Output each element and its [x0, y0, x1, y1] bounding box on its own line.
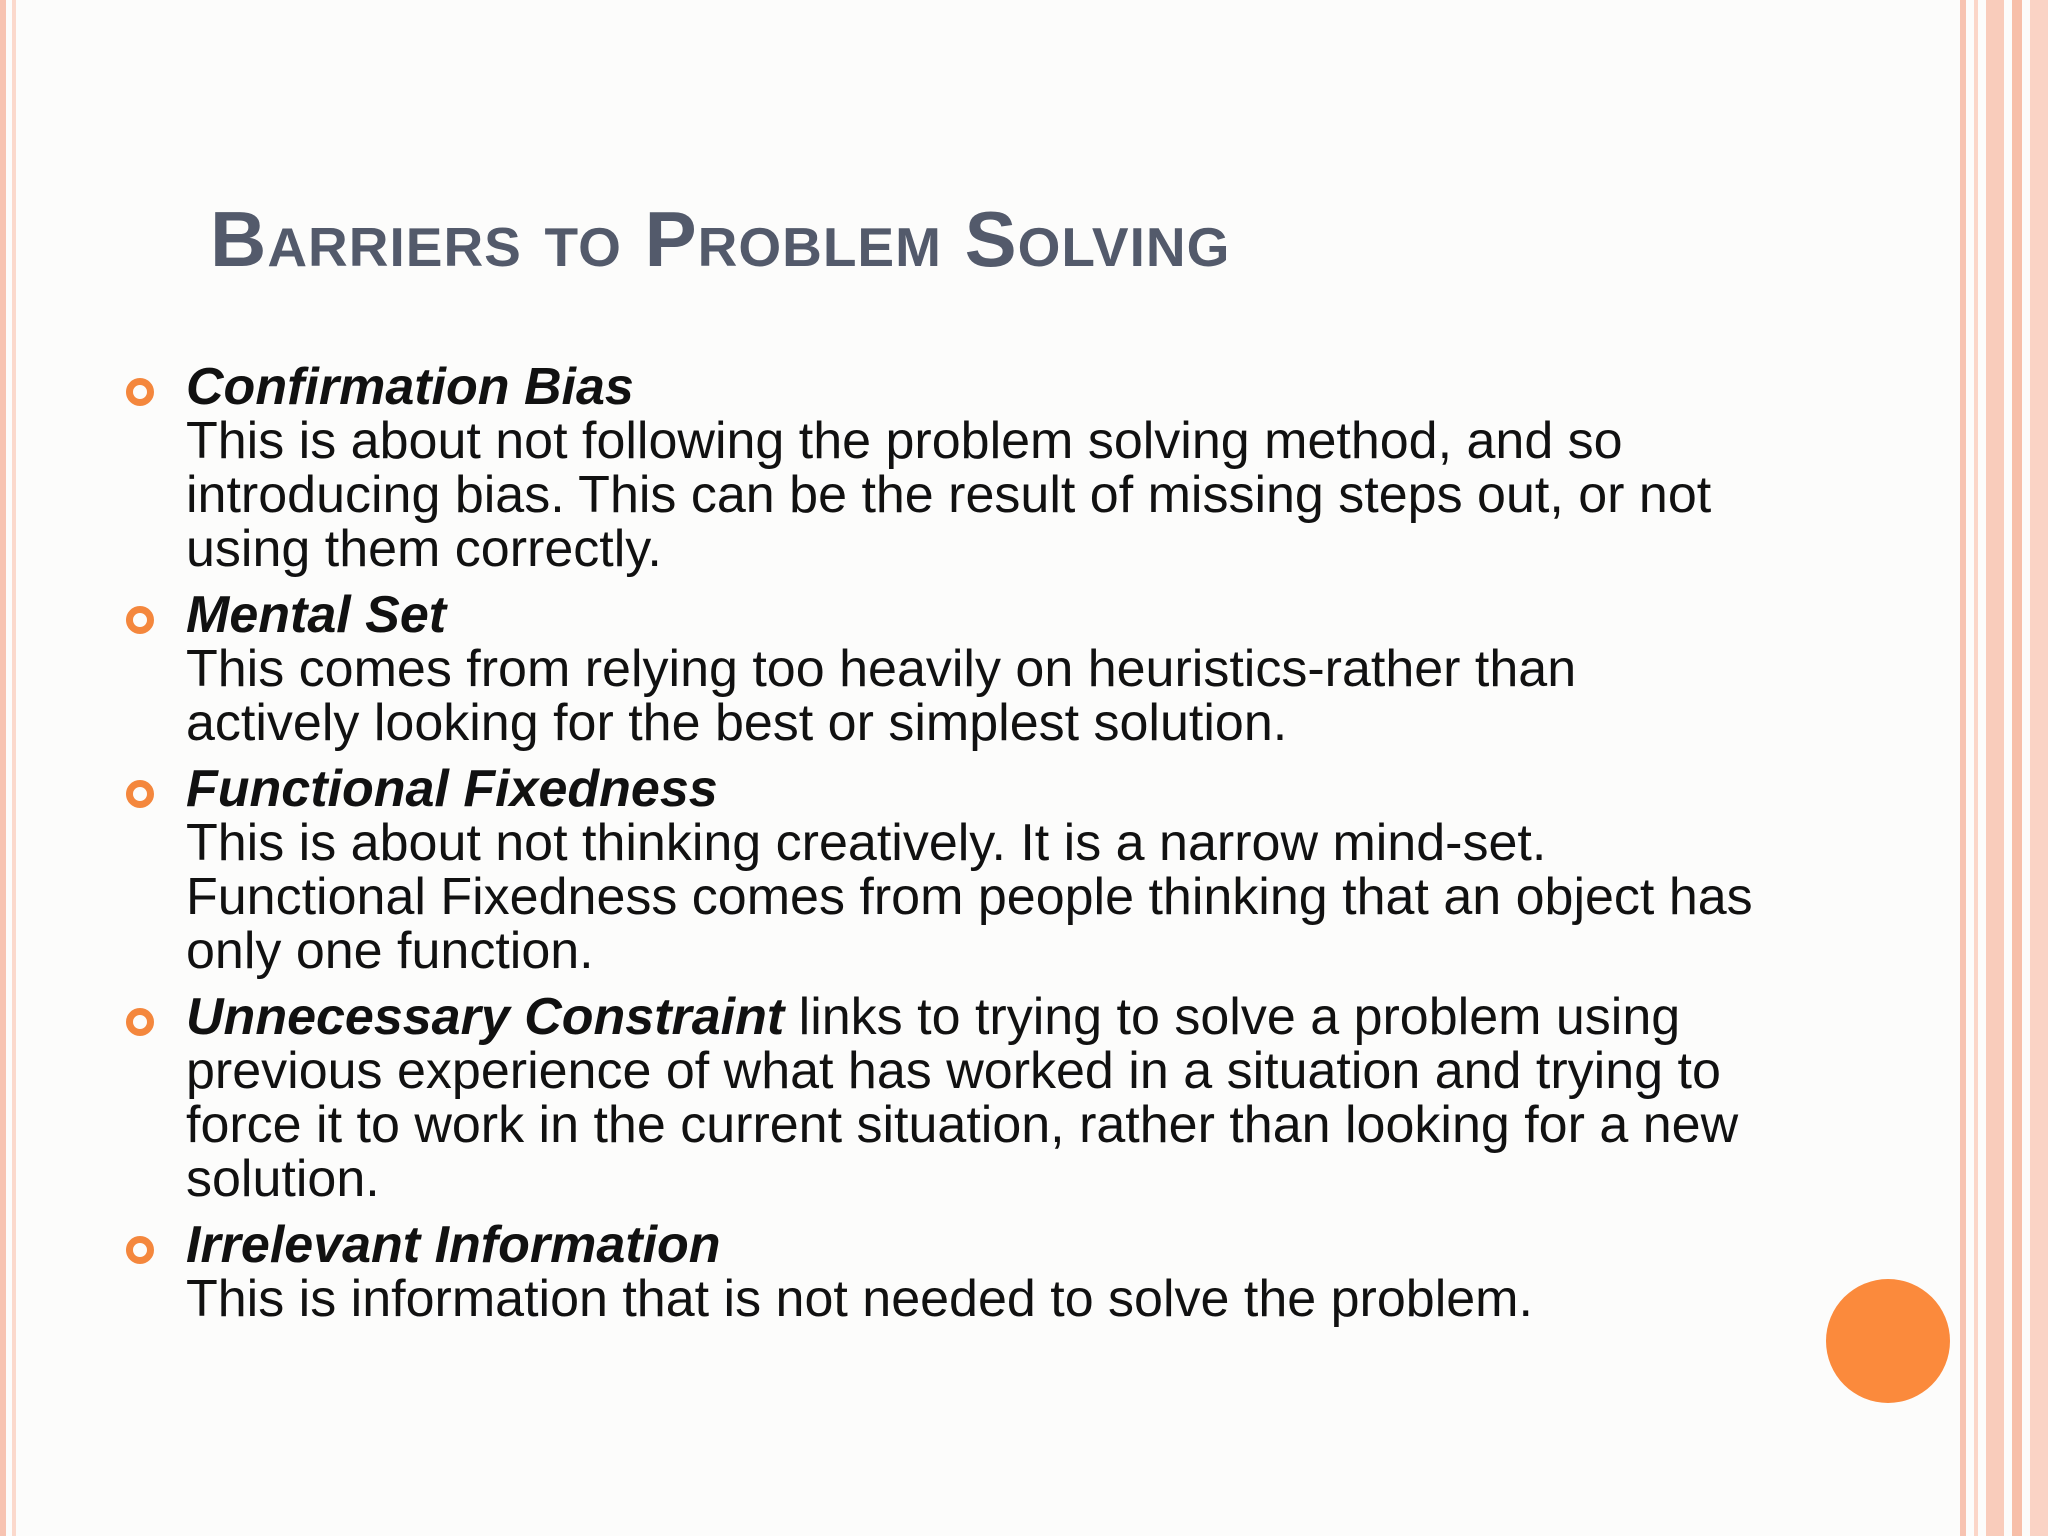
bullet-description: This is information that is not needed to solve the problem.: [186, 1270, 1533, 1328]
ring-bullet-icon: [126, 780, 154, 808]
left-accent-stripe-inner: [12, 0, 16, 1536]
bullet-description: This is about not following the problem solving method, and so introducing bias. This can be the result of missing steps out, or not using them correctly.: [186, 412, 1712, 578]
slide-title: Barriers to Problem Solving: [210, 195, 1231, 283]
bullet-item: [120, 990, 1760, 1206]
right-decor-stripe-1: [1960, 0, 1966, 1536]
left-accent-stripe: [0, 0, 6, 1536]
bullet-item: [120, 1218, 1760, 1326]
bullet-description: links to trying to solve a problem using previous experience of what has worked in a situation and trying to force it to work in the current situation, rather than looking for a new solution.: [186, 988, 1739, 1208]
bullet-term: Irrelevant Information: [186, 1216, 721, 1274]
decorative-orange-circle: [1826, 1279, 1950, 1403]
bullet-item: [120, 588, 1760, 750]
ring-bullet-icon: [126, 606, 154, 634]
bullet-term: Functional Fixedness: [186, 760, 718, 818]
right-decor-stripe-2: [1974, 0, 1978, 1536]
bullet-term: Mental Set: [186, 586, 447, 644]
bullet-term: Unnecessary Constraint: [186, 988, 785, 1046]
bullet-list: [120, 360, 1760, 1338]
bullet-term: Confirmation Bias: [186, 358, 634, 416]
bullet-item: [120, 762, 1760, 978]
ring-bullet-icon: [126, 1008, 154, 1036]
bullet-item: [120, 360, 1760, 576]
ring-bullet-icon: [126, 1236, 154, 1264]
right-decor-stripe-5: [2030, 0, 2048, 1536]
bullet-description: This comes from relying too heavily on heuristics-rather than actively looking for the best or simplest solution.: [186, 640, 1577, 752]
right-decor-stripe-3: [1986, 0, 2004, 1536]
ring-bullet-icon: [126, 378, 154, 406]
right-decor-stripe-4: [2012, 0, 2022, 1536]
bullet-description: This is about not thinking creatively. It is a narrow mind-set. Functional Fixedness comes from people thinking that an object has only one function.: [186, 814, 1753, 980]
